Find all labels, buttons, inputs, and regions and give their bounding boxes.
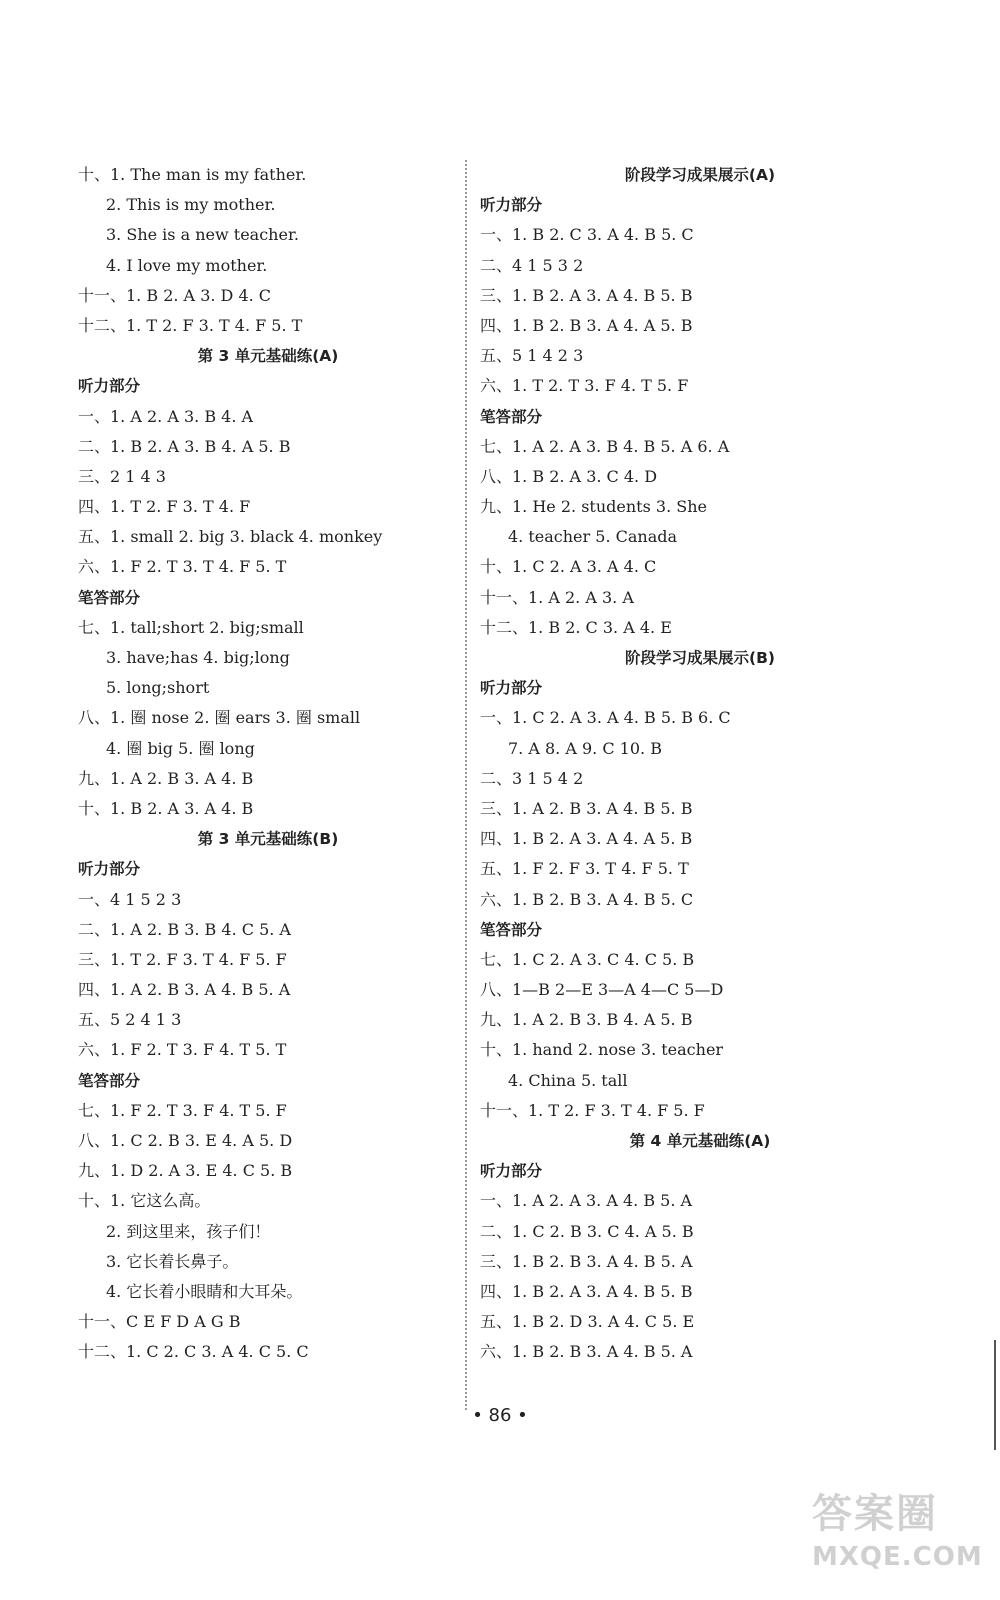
answer-line: 六、1. F 2. T 3. T 4. F 5. T <box>78 557 287 577</box>
answer-line: 十一、1. B 2. A 3. D 4. C <box>78 285 272 305</box>
answer-line: 十、1. 它这么高。 <box>78 1191 211 1211</box>
answer-line: 二、1. C 2. B 3. C 4. A 5. B <box>480 1221 694 1241</box>
answer-line: 十一、1. T 2. F 3. T 4. F 5. F <box>480 1100 705 1120</box>
answer-line-continued: 3. 它长着长鼻子。 <box>106 1251 239 1271</box>
part-label: 听力部分 <box>480 196 543 215</box>
answer-line: 七、1. tall;short 2. big;small <box>78 617 304 637</box>
answer-line: 二、1. B 2. A 3. B 4. A 5. B <box>78 436 291 456</box>
answer-line: 九、1. He 2. students 3. She <box>480 497 707 517</box>
answer-line: 六、1. B 2. B 3. A 4. B 5. A <box>480 1342 693 1362</box>
answer-line: 九、1. D 2. A 3. E 4. C 5. B <box>78 1161 293 1181</box>
answer-line: 二、1. A 2. B 3. B 4. C 5. A <box>78 919 291 939</box>
section-heading: 第 3 单元基础练(B) <box>197 830 339 849</box>
answer-line-continued: 2. 到这里来，孩子们！ <box>106 1221 271 1241</box>
answer-line: 一、1. A 2. A 3. B 4. A <box>78 406 254 426</box>
answer-line: 九、1. A 2. B 3. B 4. A 5. B <box>480 1010 693 1030</box>
answer-line: 五、1. small 2. big 3. black 4. monkey <box>78 527 383 547</box>
answer-line: 十一、C E F D A G B <box>78 1312 241 1332</box>
answer-line: 六、1. T 2. T 3. F 4. T 5. F <box>480 376 689 396</box>
answer-line: 十二、1. B 2. C 3. A 4. E <box>480 617 672 637</box>
answer-line: 四、1. B 2. A 3. A 4. B 5. B <box>480 1281 693 1301</box>
answer-line: 七、1. F 2. T 3. F 4. T 5. F <box>78 1100 287 1120</box>
answer-line: 五、1. B 2. D 3. A 4. C 5. E <box>480 1312 695 1332</box>
left-column <box>78 160 458 1368</box>
answer-line: 八、1. C 2. B 3. E 4. A 5. D <box>78 1131 293 1150</box>
page-number: • 86 • <box>472 1405 528 1426</box>
answer-line-continued: 4. teacher 5. Canada <box>508 527 678 547</box>
answer-line: 二、4 1 5 3 2 <box>480 255 584 275</box>
part-label: 笔答部分 <box>480 920 543 939</box>
watermark-logo <box>812 1488 992 1588</box>
answer-line: 一、1. B 2. C 3. A 4. B 5. C <box>480 225 694 245</box>
answer-line: 七、1. C 2. A 3. C 4. C 5. B <box>480 949 695 969</box>
answer-line: 十、1. The man is my father. <box>78 165 307 184</box>
section-heading: 第 3 单元基础练(A) <box>197 347 339 366</box>
part-label: 听力部分 <box>480 679 543 698</box>
edge-rule <box>994 1340 996 1450</box>
answer-line: 三、1. B 2. A 3. A 4. B 5. B <box>480 285 693 305</box>
answer-line-continued: 4. I love my mother. <box>106 255 268 275</box>
answer-line: 三、1. T 2. F 3. T 4. F 5. F <box>78 949 287 969</box>
answer-line: 一、1. C 2. A 3. A 4. B 5. B 6. C <box>480 708 731 728</box>
section-heading: 阶段学习成果展示(B) <box>625 649 775 667</box>
section-heading: 阶段学习成果展示(A) <box>624 166 776 184</box>
part-label: 笔答部分 <box>78 1071 141 1090</box>
answer-line-continued: 4. 圈 big 5. 圈 long <box>106 738 255 758</box>
watermark-bottom-text: MXQE.COM <box>812 1542 983 1572</box>
answer-line: 四、1. B 2. A 3. A 4. A 5. B <box>480 829 693 849</box>
watermark-top-text: 答案圈 <box>812 1491 938 1537</box>
answer-line: 三、2 1 4 3 <box>78 466 166 486</box>
answer-line: 十、1. B 2. A 3. A 4. B <box>78 798 254 818</box>
part-label: 听力部分 <box>480 1162 543 1181</box>
answer-line-continued: 2. This is my mother. <box>106 195 276 215</box>
column-divider <box>465 160 467 1410</box>
answer-line: 十、1. C 2. A 3. A 4. C <box>480 557 657 577</box>
answer-line: 四、1. B 2. B 3. A 4. A 5. B <box>480 315 693 335</box>
part-label: 笔答部分 <box>78 588 141 607</box>
answer-line: 十二、1. T 2. F 3. T 4. F 5. T <box>78 315 303 335</box>
answer-line: 七、1. A 2. A 3. B 4. B 5. A 6. A <box>480 436 730 456</box>
answer-line-continued: 3. She is a new teacher. <box>106 225 299 245</box>
answer-line: 五、5 2 4 1 3 <box>78 1010 182 1030</box>
answer-line: 一、4 1 5 2 3 <box>78 889 182 909</box>
answer-line: 四、1. A 2. B 3. A 4. B 5. A <box>78 980 291 1000</box>
answer-line: 十一、1. A 2. A 3. A <box>480 587 634 607</box>
section-heading: 第 4 单元基础练(A) <box>629 1132 771 1150</box>
answer-line: 四、1. T 2. F 3. T 4. F <box>78 497 251 517</box>
right-column <box>480 160 920 1368</box>
answer-line: 十、1. hand 2. nose 3. teacher <box>480 1040 724 1060</box>
answer-line-continued: 5. long;short <box>106 678 210 698</box>
answer-line: 九、1. A 2. B 3. A 4. B <box>78 768 254 788</box>
part-label: 笔答部分 <box>480 407 543 426</box>
answer-line: 六、1. F 2. T 3. F 4. T 5. T <box>78 1040 287 1060</box>
part-label: 听力部分 <box>78 860 141 879</box>
answer-line: 一、1. A 2. A 3. A 4. B 5. A <box>480 1191 693 1211</box>
answer-line-continued: 4. 它长着小眼睛和大耳朵。 <box>106 1281 303 1301</box>
answer-line: 八、1—B 2—E 3—A 4—C 5—D <box>480 980 724 1000</box>
part-label: 听力部分 <box>78 377 141 396</box>
answer-line: 二、3 1 5 4 2 <box>480 768 584 788</box>
answer-line: 三、1. B 2. B 3. A 4. B 5. A <box>480 1251 693 1271</box>
answer-line: 六、1. B 2. B 3. A 4. B 5. C <box>480 889 694 909</box>
answer-line-continued: 7. A 8. A 9. C 10. B <box>508 738 662 758</box>
answer-line: 五、1. F 2. F 3. T 4. F 5. T <box>480 859 689 879</box>
answer-line: 三、1. A 2. B 3. A 4. B 5. B <box>480 798 693 818</box>
answer-line: 八、1. B 2. A 3. C 4. D <box>480 466 658 486</box>
answer-line: 十二、1. C 2. C 3. A 4. C 5. C <box>78 1342 309 1362</box>
answer-line: 八、1. 圈 nose 2. 圈 ears 3. 圈 small <box>78 708 361 728</box>
answer-line-continued: 3. have;has 4. big;long <box>106 648 290 667</box>
answer-line: 五、5 1 4 2 3 <box>480 346 584 366</box>
answer-line-continued: 4. China 5. tall <box>508 1070 628 1090</box>
